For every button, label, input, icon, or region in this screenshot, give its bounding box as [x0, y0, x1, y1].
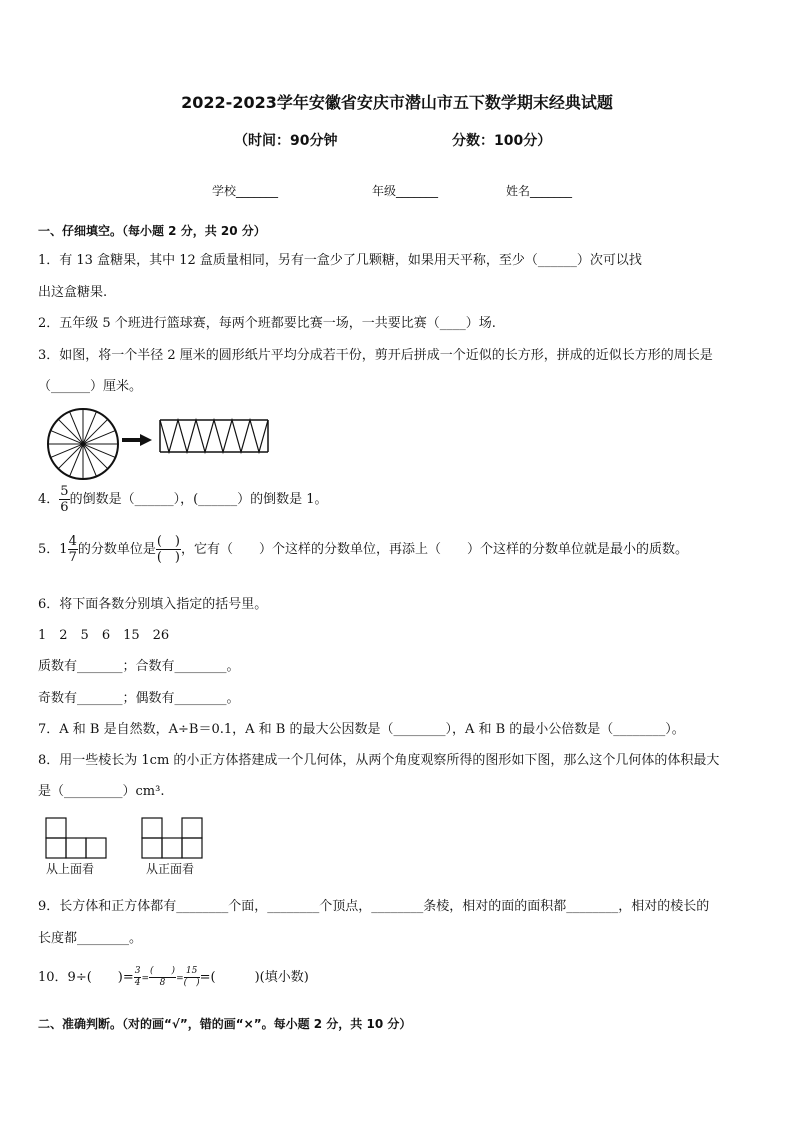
question-2: 2．五年级 5 个班进行篮球赛，每两个班都要比赛一场，一共要比赛（____）场. — [38, 316, 496, 331]
question-9-line-1: 9．长方体和正方体都有________个面，________个顶点，________条棱，相对的面的面积都________，相对的棱长的 — [38, 899, 710, 914]
question-4-number: 4． — [38, 492, 60, 507]
question-5-number: 5． — [38, 542, 60, 557]
question-5-rest: ，它有（ ）个这样的分数单位，再添上（ ）个这样的分数单位就是最小的质数。 — [181, 542, 689, 557]
circle-sectors-figure — [44, 406, 276, 482]
question-10-prefix: 10．9÷( )= — [38, 970, 134, 985]
question-5-mid: 的分数单位是 — [77, 542, 156, 557]
name-field: 姓名_______ — [506, 184, 573, 198]
page-title: 2022-2023学年安徽省安庆市潜山市五下数学期末经典试题 — [181, 93, 613, 112]
fraction-blank-numerator: ( ) — [156, 534, 181, 549]
question-5 — [38, 535, 688, 564]
fraction-fifteen-over-blank — [184, 967, 200, 988]
question-6-odds: 奇数有_______；偶数有________。 — [38, 691, 240, 706]
question-6-primes: 质数有_______；合数有________。 — [38, 659, 240, 674]
question-6: 6．将下面各数分别填入指定的括号里。 — [38, 597, 268, 612]
section-2-heading: 二、准确判断。（对的画“√”，错的画“×”。每小题 2 分，共 10 分） — [38, 1017, 412, 1031]
fraction-four-sevenths — [68, 535, 78, 564]
school-field: 学校_______ — [212, 184, 279, 198]
fraction-numerator: 3 — [134, 966, 141, 976]
question-8-line-1: 8．用一些棱长为 1cm 的小正方体搭建成一个几何体，从两个角度观察所得的图形如下图，那么这个几何体的体积最大 — [38, 753, 720, 768]
fraction-blank-over-eight — [149, 967, 176, 988]
grade-field: 年级_______ — [372, 184, 439, 198]
question-10-suffix: =( )(填小数) — [199, 970, 309, 985]
question-8-line-2: 是（_________）cm³. — [38, 784, 165, 799]
fraction-denominator: 6 — [60, 500, 69, 515]
question-4 — [38, 485, 328, 514]
equals-sign: = — [141, 974, 150, 984]
exam-time: （时间：90分钟 — [234, 133, 338, 149]
fraction-five-sixths — [59, 485, 69, 514]
fraction-numerator: ( ) — [150, 966, 176, 976]
question-6-numbers: 1 2 5 6 15 26 — [38, 628, 170, 643]
question-10 — [38, 966, 309, 988]
equals-sign: = — [176, 974, 184, 984]
fraction-denominator: 7 — [68, 550, 77, 565]
top-view-label: 从上面看 — [46, 862, 95, 876]
question-9-line-2: 长度都________。 — [38, 931, 143, 946]
fraction-numerator: 15 — [184, 967, 200, 978]
question-7: 7．A 和 B 是自然数，A÷B＝0.1，A 和 B 的最大公因数是（________），A 和 B 的最小公倍数是（________）。 — [38, 722, 685, 737]
fraction-denominator: 8 — [159, 978, 166, 988]
fraction-blank — [156, 535, 181, 564]
front-view-label: 从正面看 — [146, 862, 195, 876]
question-1-line-2: 出这盒糖果. — [38, 285, 108, 300]
question-3-line-1: 3．如图，将一个半径 2 厘米的圆形纸片平均分成若干份，剪开后拼成一个近似的长方形，拼成的近似长方形的周长是 — [38, 348, 713, 363]
fraction-denominator: 4 — [134, 978, 141, 988]
fraction-numerator: 4 — [68, 534, 77, 549]
top-view-figure — [44, 816, 110, 860]
front-view-figure — [140, 816, 206, 860]
question-4-text: 的倒数是（______），(______）的倒数是 1。 — [69, 492, 328, 507]
fraction-blank-denominator: ( ) — [156, 550, 181, 565]
fraction-denominator: ( ) — [183, 978, 200, 988]
question-1-line-1: 1．有 13 盒糖果，其中 12 盒质量相同，另有一盒少了几颗糖，如果用天平称，至少（______）次可以找 — [38, 253, 642, 268]
fraction-numerator: 5 — [60, 484, 69, 499]
question-3-line-2: （______）厘米。 — [38, 379, 143, 394]
section-1-heading: 一、仔细填空。（每小题 2 分，共 20 分） — [38, 224, 266, 238]
mixed-number-whole: 1 — [59, 542, 68, 557]
exam-score: 分数：100分） — [452, 133, 552, 149]
